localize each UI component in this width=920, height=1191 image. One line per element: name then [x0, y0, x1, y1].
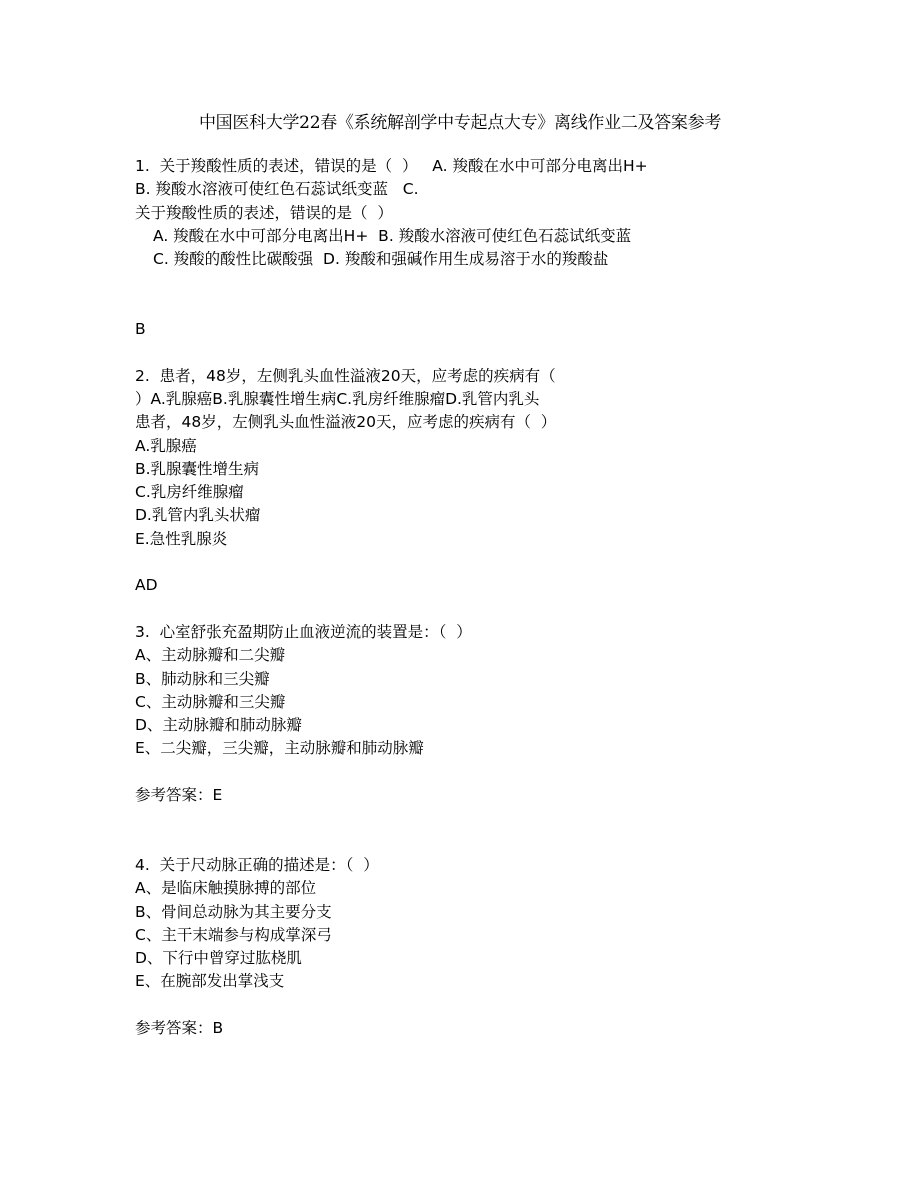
option-line: A. 羧酸在水中可部分电离出H+ B. 羧酸水溶液可使红色石蕊试纸变蓝	[153, 226, 632, 245]
document-title: 中国医科大学22春《系统解剖学中专起点大专》离线作业二及答案参考	[198, 113, 722, 133]
question-text: 2. 患者，48岁，左侧乳头血性溢液20天，应考虑的疾病有（	[135, 366, 556, 385]
option: A.乳腺癌	[135, 436, 197, 455]
option: D、主动脉瓣和肺动脉瓣	[135, 716, 302, 735]
option: A、主动脉瓣和二尖瓣	[135, 646, 286, 665]
question-3	[135, 621, 835, 854]
document-body	[135, 155, 835, 1040]
option: D、下行中曾穿过肱桡肌	[135, 949, 302, 968]
answer: B	[135, 320, 146, 339]
question-text: 3. 心室舒张充盈期防止血液逆流的装置是：（ ）	[135, 622, 472, 641]
option: C、主干末端参与构成掌深弓	[135, 925, 332, 944]
option: B、肺动脉和三尖瓣	[135, 669, 270, 688]
question-text: ）A.乳腺癌B.乳腺囊性增生病C.乳房纤维腺瘤D.乳管内乳头	[135, 389, 540, 408]
question-text: 患者，48岁，左侧乳头血性溢液20天，应考虑的疾病有（ ）	[135, 413, 557, 432]
option-line: C. 羧酸的酸性比碳酸强 D. 羧酸和强碱作用生成易溶于水的羧酸盐	[153, 250, 609, 269]
question-1	[135, 155, 835, 365]
answer: 参考答案：B	[135, 1018, 224, 1037]
answer: 参考答案：E	[135, 786, 223, 805]
option: C、主动脉瓣和三尖瓣	[135, 692, 286, 711]
question-text: 1. 关于羧酸性质的表述，错误的是（ ） A. 羧酸在水中可部分电离出H+	[135, 157, 648, 175]
option: E、在腕部发出掌浅支	[135, 972, 285, 991]
question-text: B. 羧酸水溶液可使红色石蕊试纸变蓝 C.	[135, 180, 419, 199]
question-text: 关于羧酸性质的表述，错误的是（ ）	[135, 203, 393, 222]
question-text: 4. 关于尺动脉正确的描述是：（ ）	[135, 855, 379, 874]
question-2	[135, 365, 835, 621]
question-4	[135, 854, 835, 1040]
option: C.乳房纤维腺瘤	[135, 483, 244, 502]
answer: AD	[135, 576, 158, 595]
option: E、二尖瓣，三尖瓣，主动脉瓣和肺动脉瓣	[135, 739, 424, 758]
option: A、是临床触摸脉搏的部位	[135, 879, 317, 898]
option: B、骨间总动脉为其主要分支	[135, 902, 332, 921]
option: E.急性乳腺炎	[135, 529, 228, 548]
option: B.乳腺囊性增生病	[135, 459, 260, 478]
option: D.乳管内乳头状瘤	[135, 506, 261, 525]
